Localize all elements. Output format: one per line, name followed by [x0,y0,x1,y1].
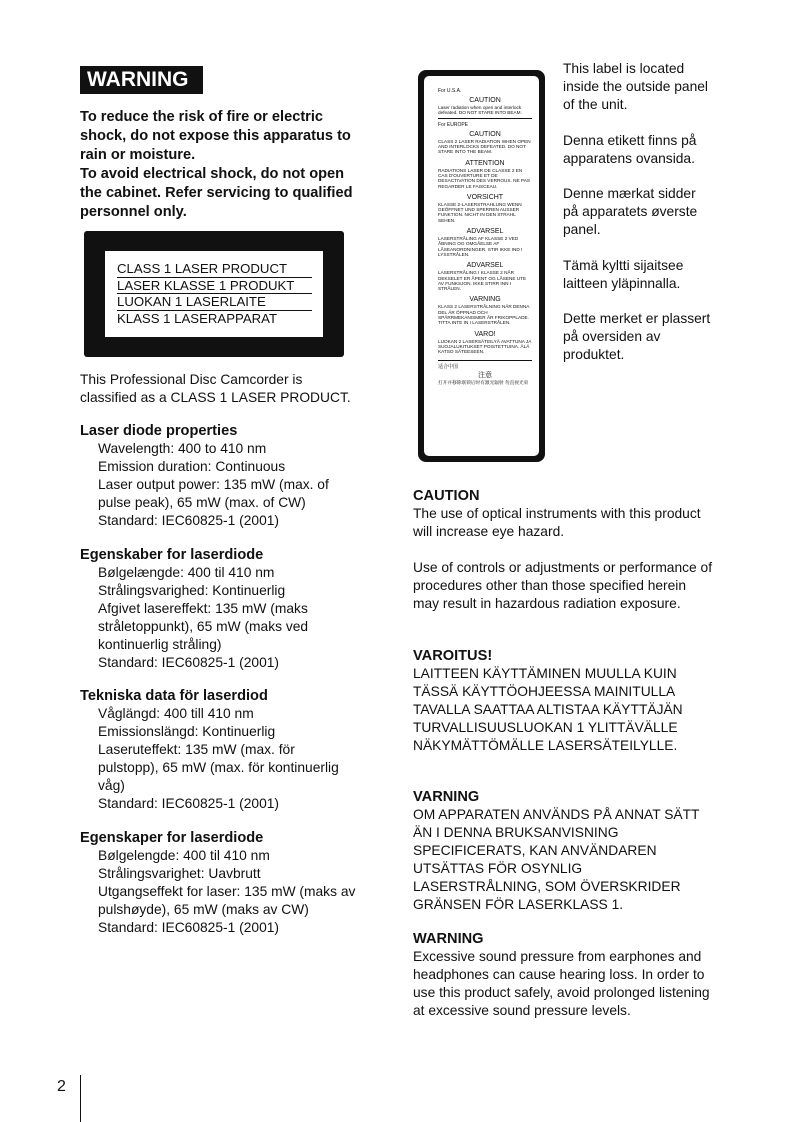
label-heading: 注意 [478,372,492,380]
label-section [438,194,532,223]
spec-line: Standard: IEC60825-1 (2001) [98,796,280,811]
label-text: Laser radiation when open and interlock defeated. DO NOT STARE INTO BEAM. [438,104,522,115]
spec-section-title: Egenskaper for laserdiode [80,830,264,846]
label-heading: VORSICHT [466,193,504,201]
label-heading: CAUTION [469,96,501,104]
label-heading: ADVARSEL [466,262,504,270]
label-text: RADIATIONS LASER DE CLASSE 2 EN CAS D'OUVERTURE ET DE DESACTIVATION DES VERROUS. NE PAS REGARDER LE FAISCEAU. [438,167,530,189]
spec-line: våg) [98,778,125,793]
label-section [438,262,532,291]
class-1-laser-label-panel [105,251,323,337]
label-text: KLASSE 2-LASERSTRAHLUNG WENN GEÖFFNET UND SPERREN AUSSER FUNKTION. NICHT IN DEN STRAHL SEHEN. [438,201,522,223]
label-region-usa: For U.S.A. [438,88,462,94]
label-heading: CAUTION [469,130,501,138]
warning-intro-line: personnel only. [80,204,187,220]
warning-heading: WARNING [80,66,203,94]
label-divider [438,360,532,361]
spec-section-english [80,422,385,530]
spec-line: Strålingsvarighet: Uavbrutt [98,866,261,881]
section-paragraph: The use of optical instruments with this product will increase eye hazard. [413,506,701,539]
label-location-note-sv: Denna etikett finns på apparatens ovansida. [563,133,697,166]
spec-line: pulse peak), 65 mW (max. of CW) [98,495,306,510]
spec-line: Emissionslängd: Kontinuerlig [98,724,276,739]
label-region-china: 适合中国 [438,363,459,370]
section-title: WARNING [413,931,484,947]
spec-line: pulshøyde), 65 mW (maks av CW) [98,902,309,917]
label-text: LUOKAN 2 LASERSÄTEILYÄ AVATTUNA JA SUOJALUKITUKSET POISTETTUINA. ÄLÄ KATSO SÄTEESEEN. [438,338,532,355]
caution-label-panel [424,76,539,456]
class-label-line: KLASS 1 LASERAPPARAT [117,310,278,326]
spec-section-title: Laser diode properties [80,423,238,439]
page-number-rule [80,1075,81,1122]
warning-intro-line: shock, do not expose this apparatus to [80,128,351,144]
spec-line: Utgangseffekt for laser: 135 mW (maks av [98,884,356,899]
class-label-line: LUOKAN 1 LASERLAITE [117,294,312,311]
section-paragraph: Excessive sound pressure from earphones and headphones can cause hearing loss. In order to use this product safely, avoid prolonged listening at excessive sound pressure levels. [413,949,710,1018]
label-text: 打开并移除联锁后时有激光辐射 勿直视光束 [438,380,529,386]
spec-line: Standard: IEC60825-1 (2001) [98,513,280,528]
spec-line: Afgivet lasereffekt: 135 mW (maks [98,601,308,616]
label-text: KLASS 2 LASERSTRÅLNING NÄR DENNA DEL ÄR ÖPPNAD OCH SPÄRRMEKANISMER ÄR FRIKOPPLADE. TITTA INTE IN I LASERSTRÅLEN. [438,304,530,326]
spec-line: Laser output power: 135 mW (max. of [98,477,329,492]
section-title: CAUTION [413,488,480,504]
spec-section-title: Egenskaber for laserdiode [80,547,264,563]
spec-section-norwegian [80,829,385,937]
label-location-note-da: Denne mærkat sidder på apparatets øverste panel. [563,186,698,237]
label-region-europe: For EUROPE [438,122,469,129]
label-heading: ADVARSEL [466,228,504,236]
warning-intro-line: To reduce the risk of fire or electric [80,109,324,125]
class-description-line: classified as a CLASS 1 LASER PRODUCT. [80,390,351,405]
spec-line: kontinuerlig stråling) [98,637,222,652]
page-number: 2 [57,1078,66,1095]
section-paragraph: OM APPARATEN ANVÄNDS PÅ ANNAT SÄTT ÄN I DENNA BRUKSANVISNING SPECIFICERATS, KAN ANVÄNDAREN UTSÄTTAS FÖR OSYNLIG LASERSTRÅLNING, SOM ÖVERSKRIDER GRÄNSEN FÖR LASERKLASS 1. [413,807,700,912]
caution-label-image [418,70,545,462]
warning-intro-line: To avoid electrical shock, do not open [80,166,345,182]
label-text: LASERSTRÅLING I KLASSE 2 NÅR DEKSELET ER ÅPENT OG LÅSENE UTE AV FUNKSJON. IKKE STIRR INN I STRÅLEN. [438,270,527,292]
label-location-note-fi: Tämä kyltti sijaitsee laitteen yläpinnalla. [563,258,684,291]
label-heading: VARNING [469,296,501,304]
spec-line: stråletoppunkt), 65 mW (maks ved [98,619,309,634]
spec-line: Strålingsvarighed: Kontinuerlig [98,583,286,598]
warning-intro-line: rain or moisture. [80,147,196,163]
spec-section-danish [80,546,385,672]
label-section [438,296,532,325]
section-paragraph: Use of controls or adjustments or performance of procedures other than those specified herein may result in hazardous radiation exposure. [413,560,713,611]
spec-section-swedish [80,687,385,813]
spec-line: Emission duration: Continuous [98,459,286,474]
label-heading: ATTENTION [465,159,505,167]
spec-line: Standard: IEC60825-1 (2001) [98,920,280,935]
section-title: VARNING [413,789,480,805]
class-label-line: CLASS 1 LASER PRODUCT [117,261,312,278]
section-title: VAROITUS! [413,648,493,664]
spec-line: Laseruteffekt: 135 mW (max. för [98,742,295,757]
label-location-note-no: Dette merket er plassert på oversiden av produktet. [563,311,711,362]
label-heading: VARO! [474,330,496,338]
label-section [438,228,532,257]
label-location-note-en: This label is located inside the outside panel of the unit. [563,61,708,112]
spec-line: pulstopp), 65 mW (max. för kontinuerlig [98,760,339,775]
class-description-line: This Professional Disc Camcorder is [80,372,303,387]
spec-line: Wavelength: 400 to 410 nm [98,441,267,456]
spec-section-title: Tekniska data för laserdiod [80,688,268,704]
hearing-warning-section [413,930,713,1020]
spec-line: Standard: IEC60825-1 (2001) [98,655,280,670]
varoitus-section [413,647,713,755]
label-text: CLASS 2 LASER RADIATION WHEN OPEN AND INTERLOCKS DEFEATED. DO NOT STARE INTO THE BEAM. [438,138,531,155]
label-section [438,131,532,155]
label-section [438,331,532,355]
section-paragraph: LAITTEEN KÄYTTÄMINEN MUULLA KUIN TÄSSÄ KÄYTTÖOHJEESSA MAINITULLA TAVALLA SAATTAA ALTISTAA KÄYTTÄJÄN TURVALLISUUSLUOKAN 1 YLITTÄVÄLLE NÄKYMÄTTÖMÄLLE LASERSÄTEILYLLE. [413,666,683,753]
warning-intro-line: the cabinet. Refer servicing to qualified [80,185,353,201]
label-section [438,160,532,189]
caution-section [413,487,713,613]
spec-line: Bølgelængde: 400 til 410 nm [98,565,275,580]
class-1-laser-label [84,231,344,357]
class-description [80,371,390,407]
label-text: LASERSTRÅLING AF KLASSE 2 VED ÅBNING OG OMGÅELSE AF LÅSEANORDNINGER. STIR IKKE IND I LYSSTRÅLEN. [438,236,523,257]
spec-line: Våglängd: 400 till 410 nm [98,706,254,721]
warning-intro [80,108,380,222]
varning-section [413,788,713,914]
spec-line: Bølgelengde: 400 til 410 nm [98,848,270,863]
class-label-line: LASER KLASSE 1 PRODUKT [117,278,312,295]
label-divider [438,118,532,119]
